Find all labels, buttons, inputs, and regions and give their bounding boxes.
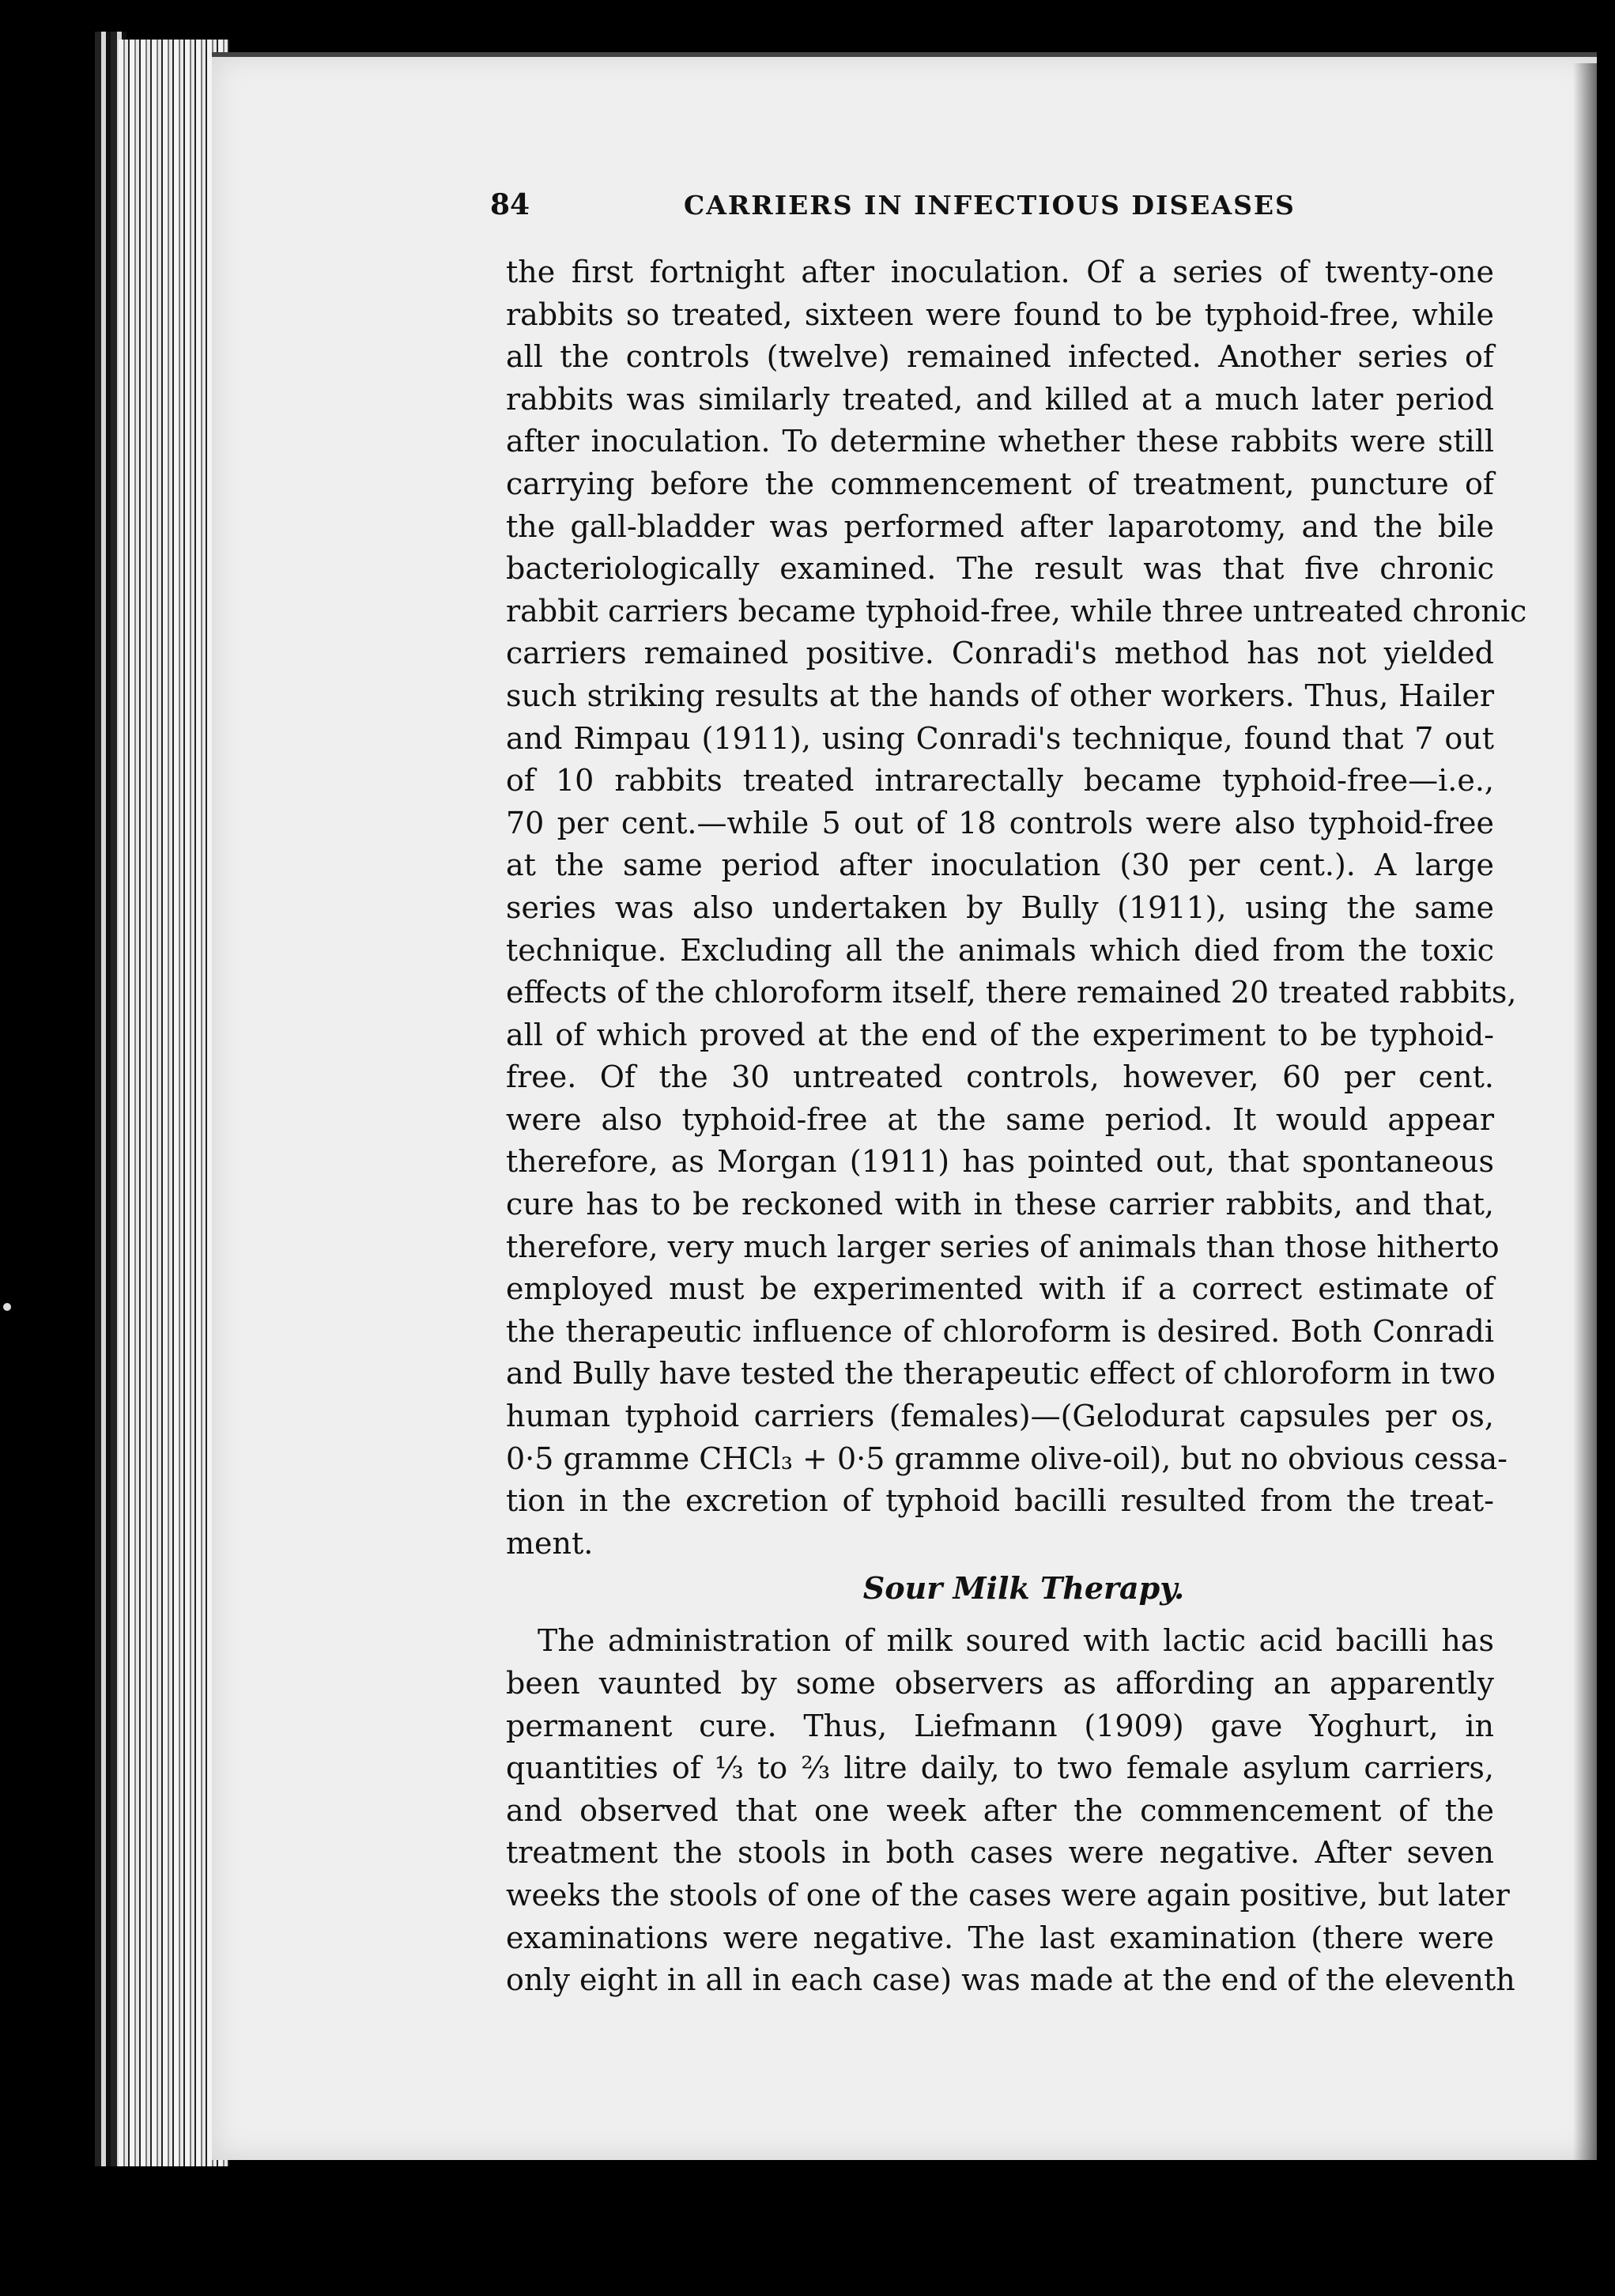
page-top-edge (212, 52, 1597, 57)
text-line: such striking results at the hands of other workers. Thus, Hailer (506, 678, 1494, 713)
page-right-shadow (1573, 63, 1605, 2182)
text-line: been vaunted by some observers as affording an apparently (506, 1666, 1494, 1701)
text-line: quantities of ⅓ to ⅔ litre daily, to two female asylum carriers, (506, 1750, 1494, 1786)
text-line: effects of the chloroform itself, there remained 20 treated rabbits, (506, 975, 1517, 1010)
text-line: at the same period after inoculation (30 per cent.). A large (506, 848, 1494, 883)
text-line: examinations were negative. The last examination (there were (506, 1920, 1494, 1955)
text-line: The administration of milk soured with lactic acid bacilli has (538, 1623, 1494, 1659)
text-line: all the controls (twelve) remained infected. Another series of (506, 339, 1494, 375)
text-line: cure has to be reckoned with in these carrier rabbits, and that, (506, 1187, 1494, 1222)
text-line: ment. (506, 1525, 594, 1561)
text-line: therefore, very much larger series of animals than those hitherto (506, 1229, 1500, 1264)
page-header (490, 188, 1518, 236)
text-line: rabbits so treated, sixteen were found to be typhoid-free, while (506, 296, 1494, 332)
text-line: the gall-bladder was performed after laparotomy, and the bile (506, 508, 1494, 544)
text-line: rabbits was similarly treated, and killed at a much later period (506, 381, 1494, 417)
text-line: and Rimpau (1911), using Conradi's technique, found that 7 out (506, 720, 1494, 756)
text-line: human typhoid carriers (females)—(Gelodurat capsules per os, (506, 1399, 1494, 1434)
text-line: the first fortnight after inoculation. Of a series of twenty-one (506, 255, 1494, 289)
text-line: weeks the stools of one of the cases were again positive, but later (506, 1877, 1510, 1913)
text-line: free. Of the 30 untreated controls, however, 60 per cent. (506, 1059, 1494, 1095)
text-line: permanent cure. Thus, Liefmann (1909) gave Yoghurt, in (506, 1708, 1494, 1743)
text-line: of 10 rabbits treated intrarectally became typhoid-free—i.e., (506, 763, 1494, 799)
scan-speck (3, 1303, 11, 1311)
text-line: carrying before the commencement of treatment, puncture of (506, 466, 1494, 501)
text-line: only eight in all in each case) was made at the end of the eleventh (506, 1962, 1515, 1998)
text-line: bacteriologically examined. The result was that five chronic (506, 551, 1494, 587)
text-line: treatment the stools in both cases were negative. After seven (506, 1835, 1494, 1871)
text-line: the therapeutic influence of chloroform is desired. Both Conradi (506, 1313, 1494, 1349)
paragraph-2 (506, 1620, 1515, 2001)
text-line: all of which proved at the end of the experiment to be typhoid- (506, 1017, 1494, 1052)
text-line: and Bully have tested the therapeutic effect of chloroform in two (506, 1356, 1496, 1392)
text-line: were also typhoid-free at the same period. It would appear (506, 1101, 1494, 1137)
text-line: 70 per cent.—while 5 out of 18 controls were also typhoid-free (506, 805, 1494, 840)
running-head: CARRIERS IN INFECTIOUS DISEASES (684, 190, 1296, 221)
section-heading: Sour Milk Therapy. (862, 1570, 1185, 1607)
page-body (506, 251, 1527, 2002)
text-line: after inoculation. To determine whether these rabbits were still (506, 424, 1494, 459)
text-line: carriers remained positive. Conradi's method has not yielded (506, 636, 1494, 671)
text-line: rabbit carriers became typhoid-free, while three untreated chronic (506, 593, 1527, 629)
text-line: technique. Excluding all the animals which died from the toxic (506, 932, 1494, 968)
text-line: therefore, as Morgan (1911) has pointed out, that spontaneous (506, 1144, 1494, 1180)
text-line: 0·5 gramme CHCl₃ + 0·5 gramme olive-oil), but no obvious cessa- (506, 1441, 1508, 1476)
paragraph-1 (506, 251, 1527, 1565)
text-line: and observed that one week after the commencement of the (506, 1792, 1494, 1828)
page-number: 84 (490, 188, 530, 221)
text-line: employed must be experimented with if a correct estimate of (506, 1271, 1494, 1307)
text-line: tion in the excretion of typhoid bacilli resulted from the treat- (506, 1483, 1494, 1519)
text-line: series was also undertaken by Bully (1911), using the same (506, 889, 1494, 925)
